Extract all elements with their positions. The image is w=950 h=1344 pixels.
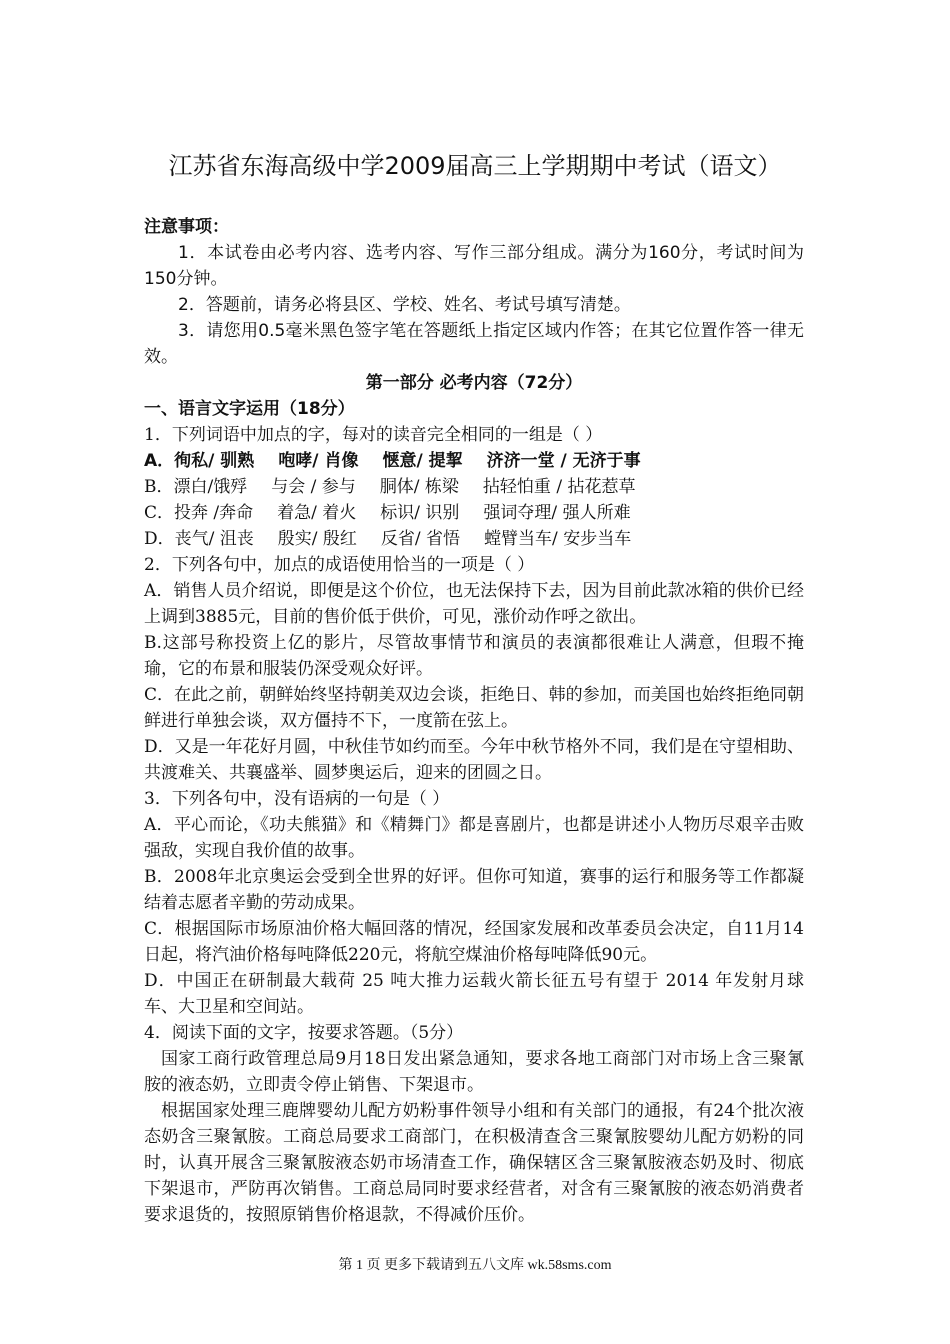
q1-option-a: [144, 448, 804, 474]
option-word: 惬意/ 提挈: [382, 451, 463, 471]
option-word: 徇私/ 驯熟: [174, 451, 255, 471]
q1-option-c: [144, 500, 804, 526]
q1-option-d: [144, 526, 804, 552]
option-word: 济济一堂 / 无济于事: [486, 451, 641, 471]
q3-option: B．2008年北京奥运会受到全世界的好评。但你可知道，赛事的运行和服务等工作都凝结着志愿者辛勤的劳动成果。: [144, 867, 804, 913]
option-word: 强词夺理/ 强人所难: [483, 503, 631, 523]
page-footer: 第 1 页 更多下载请到五八文库 wk.58sms.com: [338, 1258, 612, 1273]
passage-paragraph: 根据国家处理三鹿牌婴幼儿配方奶粉事件领导小组和有关部门的通报，有24个批次液态奶含三聚氰胺。工商总局要求工商部门，在积极清查含三聚氰胺婴幼儿配方奶粉的同时，认真开展含三聚氰胺液态奶市场清查工作，确保辖区含三聚氰胺液态奶及时、彻底下架退市，严防再次销售。工商总局同时要求经营者，对含有三聚氰胺的液态奶消费者要求退货的，按照原销售价格退款，不得减价压价。: [144, 1101, 804, 1225]
option-word: 着急/ 着火: [277, 503, 357, 523]
q2-option: B.这部号称投资上亿的影片，尽管故事情节和演员的表演都很难让人满意，但瑕不掩瑜，它的布景和服装仍深受观众好评。: [144, 633, 804, 679]
option-word: 投奔 /奔命: [174, 503, 254, 523]
option-word: 丧气/ 沮丧: [174, 529, 254, 549]
q1-option-b: [144, 474, 804, 500]
question-stem: 1．下列词语中加点的字，每对的读音完全相同的一组是（ ）: [144, 425, 603, 445]
document-body: [144, 214, 804, 1228]
option-word: 殷实/ 殷红: [277, 529, 357, 549]
question-stem: 3．下列各句中，没有语病的一句是（ ）: [144, 789, 450, 809]
question-stem: 2．下列各句中，加点的成语使用恰当的一项是（ ）: [144, 555, 535, 575]
page-title: 江苏省东海高级中学2009届高三上学期期中考试（语文）: [168, 152, 782, 180]
option-label: A．: [144, 451, 175, 471]
section-heading: 一、语言文字运用（18分）: [144, 399, 355, 419]
notice-heading: 注意事项：: [144, 217, 229, 237]
q2-option: D．又是一年花好月圆，中秋佳节如约而至。今年中秋节格外不同，我们是在守望相助、共渡难关、共襄盛举、圆梦奥运后，迎来的团圆之日。: [144, 737, 804, 783]
option-label: B．: [144, 477, 174, 497]
q2-option: A．销售人员介绍说，即便是这个价位，也无法保持下去，因为目前此款冰箱的供价已经上调到3885元，目前的售价低于供价，可见，涨价动作呼之欲出。: [144, 581, 804, 627]
question-stem: 4．阅读下面的文字，按要求答题。（5分）: [144, 1023, 464, 1043]
option-word: 咆哮/ 肖像: [278, 451, 359, 471]
passage-paragraph: 国家工商行政管理总局9月18日发出紧急通知，要求各地工商部门对市场上含三聚氰胺的液态奶，立即责令停止销售、下架退市。: [144, 1049, 804, 1095]
q3-option: C．根据国际市场原油价格大幅回落的情况，经国家发展和改革委员会决定，自11月14日起，将汽油价格每吨降低220元，将航空煤油价格每吨降低90元。: [144, 919, 804, 965]
notice-item: 3．请您用0.5毫米黑色签字笔在答题纸上指定区域内作答；在其它位置作答一律无效。: [144, 321, 804, 367]
option-label: C．: [144, 503, 175, 523]
option-label: D．: [144, 529, 175, 549]
option-word: 与会 / 参与: [271, 477, 356, 497]
notice-item: 1．本试卷由必考内容、选考内容、写作三部分组成。满分为160分，考试时间为150分钟。: [144, 243, 804, 289]
q3-option: D．中国正在研制最大载荷 25 吨大推力运载火箭长征五号有望于 2014 年发射月球车、大卫星和空间站。: [144, 971, 804, 1017]
option-word: 反省/ 省悟: [380, 529, 461, 549]
option-word: 标识/ 识别: [380, 503, 460, 523]
option-word: 螳臂当车/ 安步当车: [484, 529, 632, 549]
option-word: 拈轻怕重 / 拈花惹草: [482, 477, 636, 497]
q2-option: C．在此之前，朝鲜始终坚持朝美双边会谈，拒绝日、韩的参加，而美国也始终拒绝同朝鲜进行单独会谈，双方僵持不下，一度箭在弦上。: [144, 685, 804, 731]
q3-option: A．平心而论，《功夫熊猫》和《精舞门》都是喜剧片，也都是讲述小人物历尽艰辛击败强敌，实现自我价值的故事。: [144, 815, 804, 861]
option-word: 胴体/ 栋梁: [379, 477, 459, 497]
notice-item: 2．答题前，请务必将县区、学校、姓名、考试号填写清楚。: [178, 295, 631, 315]
option-word: 漂白/饿殍: [173, 477, 248, 497]
part-heading: 第一部分 必考内容（72分）: [365, 373, 583, 393]
